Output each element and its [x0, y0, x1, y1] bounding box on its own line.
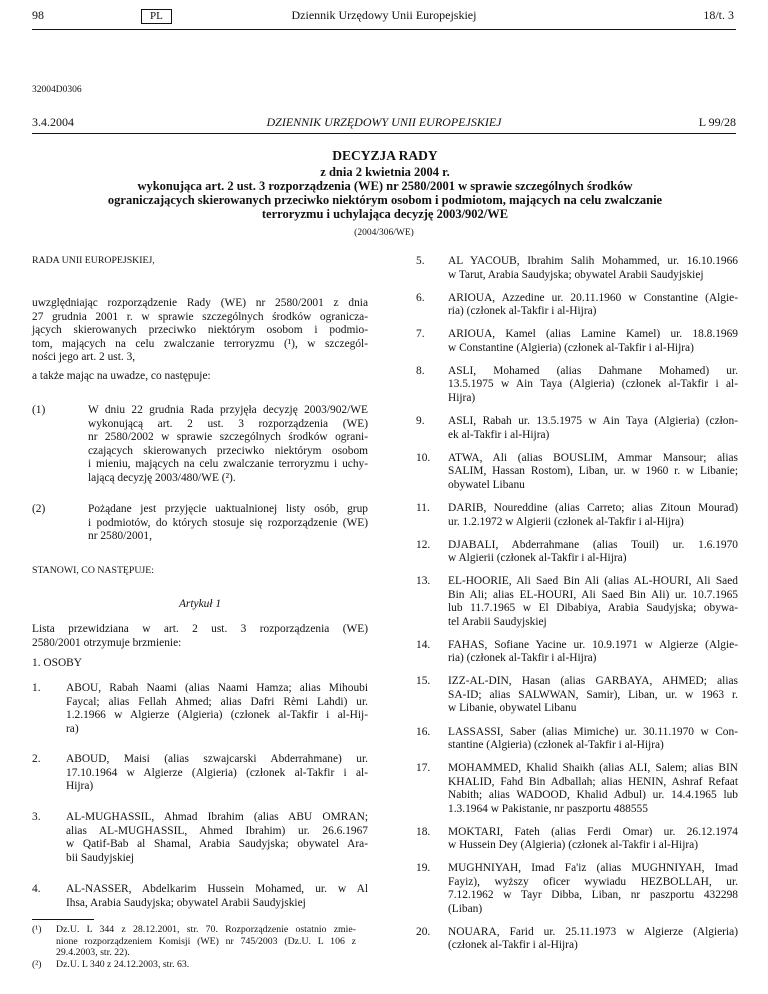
oj-reference: L 99/28 — [698, 115, 736, 129]
decision-date: z dnia 2 kwietnia 2004 r. — [320, 165, 450, 179]
entry-number: 15. — [416, 675, 431, 687]
footnote-rule — [32, 919, 94, 920]
text-line: SA-ID; alias SALWWAN, Samir), Liban, ur. w 1963 r. — [448, 688, 738, 701]
person-entry — [416, 726, 738, 753]
entry-number: 14. — [416, 638, 431, 651]
page-number: 98 — [32, 8, 44, 22]
text-line: 13.5.1975 w Ain Taya (Algieria) (członek al-Takfir i al- — [448, 378, 738, 391]
recital-number: (2) — [32, 503, 46, 515]
text-line: ATWA, Ali (alias BOUSLIM, Ammar Mansour; alias — [448, 451, 738, 464]
text-line: LASSASSI, Saber (alias Mimiche) ur. 30.11.1970 w Con- — [448, 725, 738, 738]
text-line: NOUARA, Farid ur. 25.11.1973 w Algierze (Algieria) — [448, 925, 738, 938]
person-entry — [416, 365, 738, 406]
text-line: ARIOUA, Azzedine ur. 20.11.1960 w Constantine (Algie- — [448, 291, 738, 304]
text-line: DJABALI, Abderrahmane (alias Touil) ur. 1.6.1970 — [448, 538, 738, 551]
text-line: w Libanie, obywatel Libanu — [448, 702, 577, 715]
recital-2 — [32, 503, 368, 544]
celex-number: 32004D0306 — [32, 85, 82, 95]
text-line: ek al-Takfir i al-Hijra) — [448, 428, 550, 441]
text-line: w Qatif-Bab al Shamal, Arabia Saudyjska; obywatel Ara- — [66, 838, 368, 851]
text-line: FAHAS, Sofiane Yacine ur. 10.9.1971 w Algierze (Algie- — [448, 638, 738, 651]
entry-number: 11. — [416, 502, 430, 514]
text-line: 7.12.1962 w Tayr Dibba, Liban, nr paszportu 432298 — [448, 889, 738, 902]
decision-number: (2004/306/WE) — [354, 228, 414, 238]
journal-title: Dziennik Urzędowy Unii Europejskiej — [291, 8, 477, 22]
entry-number: 18. — [416, 825, 431, 838]
text-line: i mieniu, mających na celu zwalczanie terroryzmu i uchy- — [88, 458, 368, 471]
footnote-number: (²) — [32, 959, 42, 970]
text-line: 1.3.1964 w Pakistanie, nr paszportu 488555 — [448, 802, 648, 815]
text-line: obywatel Libanu — [448, 478, 525, 491]
language-code-box: PL — [141, 9, 172, 24]
person-entry — [416, 415, 738, 442]
whereas-intro: a także mając na uwadze, co następuje: — [32, 370, 211, 382]
recital-1 — [32, 404, 368, 486]
text-line: DARIB, Noureddine (alias Carreto; alias Zitoun Mourad) — [448, 502, 738, 514]
text-line: uwzględniając rozporządzenie Rady (WE) nr 2580/2001 z dnia — [32, 297, 368, 309]
text-line: ności jego art. 2 ust. 3, — [32, 351, 136, 364]
text-line: 1.2.1966 w Algierze (Algieria) (członek al-Takfir i al-Hij- — [66, 709, 368, 722]
text-line: w Hussein Dey (Algieria) (członek al-Takfir i al-Hijra) — [448, 839, 699, 852]
text-line: EL-HOORIE, Ali Saed Bin Ali (alias AL-HOURI, Ali Saed — [448, 575, 738, 587]
entry-number: 2. — [32, 753, 41, 765]
person-entry — [416, 502, 738, 529]
text-line: ARIOUA, Kamel (alias Lamine Kamel) ur. 18.8.1969 — [448, 328, 738, 340]
entry-number: 4. — [32, 883, 41, 895]
text-line: Hijra) — [448, 391, 476, 404]
text-line: Fayiz), wyższy oficer wywiadu HEZBOLLAH, ur. — [448, 875, 738, 888]
person-entry — [32, 682, 368, 736]
decision-subject-line: terroryzmu i uchylająca decyzję 2003/902/WE — [261, 207, 509, 221]
text-line: w Tarut, Arabia Saudyjska; obywatel Arabii Saudyjskiej — [448, 268, 704, 281]
text-line: Bin Ali; alias EL-HOURI, Ali Saed Bin Ali) ur. 10.7.1965 — [448, 588, 738, 601]
entry-number: 6. — [416, 291, 425, 304]
right-column — [416, 0, 738, 994]
text-line: 2580/2001 otrzymuje brzmienie: — [32, 636, 182, 649]
text-line: Pożądane jest przyjęcie uaktualnionej listy osób, grup — [88, 503, 368, 515]
text-line: nione rozporządzeniem Komisji (WE) nr 745/2003 (Dz.U. L 106 z — [56, 935, 356, 947]
text-line: 27 grudnia 2001 r. w sprawie szczególnych środków ogranicza- — [32, 310, 368, 323]
decision-subject-line: wykonująca art. 2 ust. 3 rozporządzenia (WE) nr 2580/2001 w sprawie szczególnych środków — [137, 179, 633, 193]
decision-type: DECYZJA RADY — [332, 148, 438, 163]
text-line: czających skierowanych przeciwko niektórym osobom — [88, 444, 368, 457]
text-line: lającą decyzję 2003/480/WE (²). — [88, 471, 236, 484]
person-entry — [416, 826, 738, 853]
text-line: Ihsa, Arabia Saudyjska; obywatel Arabii Saudyjskiej — [66, 896, 306, 909]
entry-number: 17. — [416, 762, 431, 774]
person-entry — [416, 762, 738, 816]
text-line: ur. 1.2.1972 w Algierii (członek al-Takfir i al-Hijra) — [448, 515, 684, 528]
footnote-1 — [32, 924, 362, 959]
entry-number: 10. — [416, 451, 431, 464]
text-line: ASLI, Mohamed (alias Dahmane Mohamed) ur. — [448, 364, 738, 377]
person-entry — [32, 753, 368, 794]
text-line: ria) (członek al-Takfir i al-Hijra) — [448, 652, 597, 665]
text-line: KHALID, Fahd Bin Adballah; alias HENIN, Ashraf Refaat — [448, 775, 738, 788]
text-line: IZZ-AL-DIN, Hasan (alias GARBAYA, AHMED; alias — [448, 675, 738, 687]
person-entry — [416, 675, 738, 716]
oj-journal-title: DZIENNIK URZĘDOWY UNII EUROPEJSKIEJ — [266, 115, 502, 129]
person-entry — [416, 926, 738, 953]
person-entry — [32, 811, 368, 865]
entry-number: 19. — [416, 862, 431, 874]
text-line: Lista przewidziana w art. 2 ust. 3 rozporządzenia (WE) — [32, 623, 368, 635]
text-line: ASLI, Rabah ur. 13.5.1975 w Ain Taya (Algieria) (człon- — [448, 415, 738, 427]
text-line: tom, mających na celu zwalczanie terroryzmu (¹), w szczegól- — [32, 337, 368, 350]
text-line: ABOU, Rabah Naami (alias Naami Hamza; alias Mihoubi — [66, 682, 368, 694]
entry-number: 1. — [32, 682, 41, 694]
person-entry — [416, 575, 738, 629]
text-line: tel Arabii Saudyjskiej — [448, 615, 547, 628]
person-entry — [416, 292, 738, 319]
text-line: 17.10.1964 w Algierze (Algieria) (członek al-Takfir i al- — [66, 766, 368, 779]
text-line: i podmiotów, do których stosuje się rozporządzenie (WE) — [88, 516, 368, 529]
text-line: wykonującą art. 2 ust. 3 rozporządzenia (WE) — [88, 417, 368, 430]
oj-date: 3.4.2004 — [32, 115, 74, 129]
entry-number: 16. — [416, 725, 431, 738]
section-title: 1. OSOBY — [32, 657, 83, 669]
text-line: ria) (członek al-Takfir i al-Hijra) — [448, 305, 597, 318]
text-line: AL-NASSER, Abdelkarim Hussein Mohamed, ur. w Al — [66, 883, 368, 895]
text-line: bii Saudyjskiej — [66, 851, 135, 864]
recital-number: (1) — [32, 404, 46, 416]
article-intro — [32, 623, 368, 650]
entry-number: 5. — [416, 255, 425, 267]
text-line: (Liban) — [448, 902, 483, 915]
text-line: MUGHNIYAH, Imad Fa'iz (alias MUGHNIYAH, Imad — [448, 862, 738, 874]
text-line: nr 2580/2002 w sprawie szczególnych środków ograni- — [88, 431, 368, 444]
text-line: ra) — [66, 722, 79, 735]
text-line: Faycal; alias Fellah Ahmed; alias Dafri Rèmi Lahdi) ur. — [66, 695, 368, 708]
text-line: lub 11.7.1965 w El Dibabiya, Arabia Saudyjska; obywa- — [448, 602, 738, 615]
entry-number: 3. — [32, 811, 41, 823]
person-entry — [416, 862, 738, 916]
text-line: Hijra) — [66, 780, 94, 793]
person-entry — [416, 639, 738, 666]
article-title: Artykuł 1 — [178, 598, 222, 610]
entry-number: 9. — [416, 415, 425, 427]
text-line: SALIM, Hassan Rostom), Liban, ur. w 1960 r. w Libanie; — [448, 465, 738, 478]
decision-subject-line: ograniczających skierowanych przeciwko niektórym osobom i podmiotom, mających na celu zwalczanie — [107, 193, 663, 207]
text-line: alias AL-MUGHASSIL, Ahmed Ibrahim) ur. 26.6.1967 — [66, 824, 368, 837]
text-line: ABOUD, Maisi (alias szwajcarski Abderrahmane) ur. — [66, 753, 368, 765]
text-line: (członek al-Takfir i al-Hijra) — [448, 939, 578, 952]
entry-number: 8. — [416, 364, 425, 377]
entry-number: 7. — [416, 328, 425, 340]
text-line: w Algierii (członek al-Takfir i al-Hijra) — [448, 552, 627, 565]
entry-number: 20. — [416, 925, 431, 938]
text-line: AL-MUGHASSIL, Ahmad Ibrahim (alias ABU OMRAN; — [66, 811, 368, 823]
text-line: nr 2580/2001, — [88, 530, 152, 543]
text-line: MOKTARI, Fateh (alias Ferdi Omar) ur. 26.12.1974 — [448, 825, 738, 838]
text-line: stantine (Algieria) (członek al-Takfir i al-Hijra) — [448, 739, 664, 752]
text-line: AL YACOUB, Ibrahim Salih Mohammed, ur. 16.10.1966 — [448, 255, 738, 267]
text-line: w Constantine (Algieria) (członek al-Takfir i al-Hijra) — [448, 341, 694, 354]
text-line: Dz.U. L 340 z 24.12.2003, str. 63. — [56, 959, 190, 970]
person-entry — [416, 328, 738, 355]
person-entry — [416, 452, 738, 493]
issuer: RADA UNII EUROPEJSKIEJ, — [32, 255, 155, 266]
footnote-number: (¹) — [32, 924, 42, 935]
entry-number: 12. — [416, 538, 431, 551]
person-entry — [32, 883, 368, 910]
left-column — [32, 0, 368, 994]
text-line: MOHAMMED, Khalid Shaikh (alias ALI, Salem; alias BIN — [448, 762, 738, 774]
text-line: Dz.U. L 344 z 28.12.2001, str. 70. Rozporządzenie ostatnio zmie- — [56, 924, 356, 935]
text-line: Nabith; alias WADOOD, Khalid Adbul) ur. 14.4.1965 lub — [448, 789, 738, 802]
person-entry — [416, 539, 738, 566]
text-line: 29.4.2003, str. 22). — [56, 947, 130, 958]
text-line: W dniu 22 grudnia Rada przyjęła decyzję 2003/902/WE — [88, 404, 368, 416]
text-line: jących skierowanych przeciwko niektórym osobom i podmio- — [32, 324, 368, 337]
edition-label: 18/t. 3 — [703, 8, 734, 22]
enacting-formula: STANOWI, CO NASTĘPUJE: — [32, 565, 154, 576]
entry-number: 13. — [416, 575, 431, 587]
having-regard — [32, 297, 368, 365]
person-entry — [416, 255, 738, 282]
